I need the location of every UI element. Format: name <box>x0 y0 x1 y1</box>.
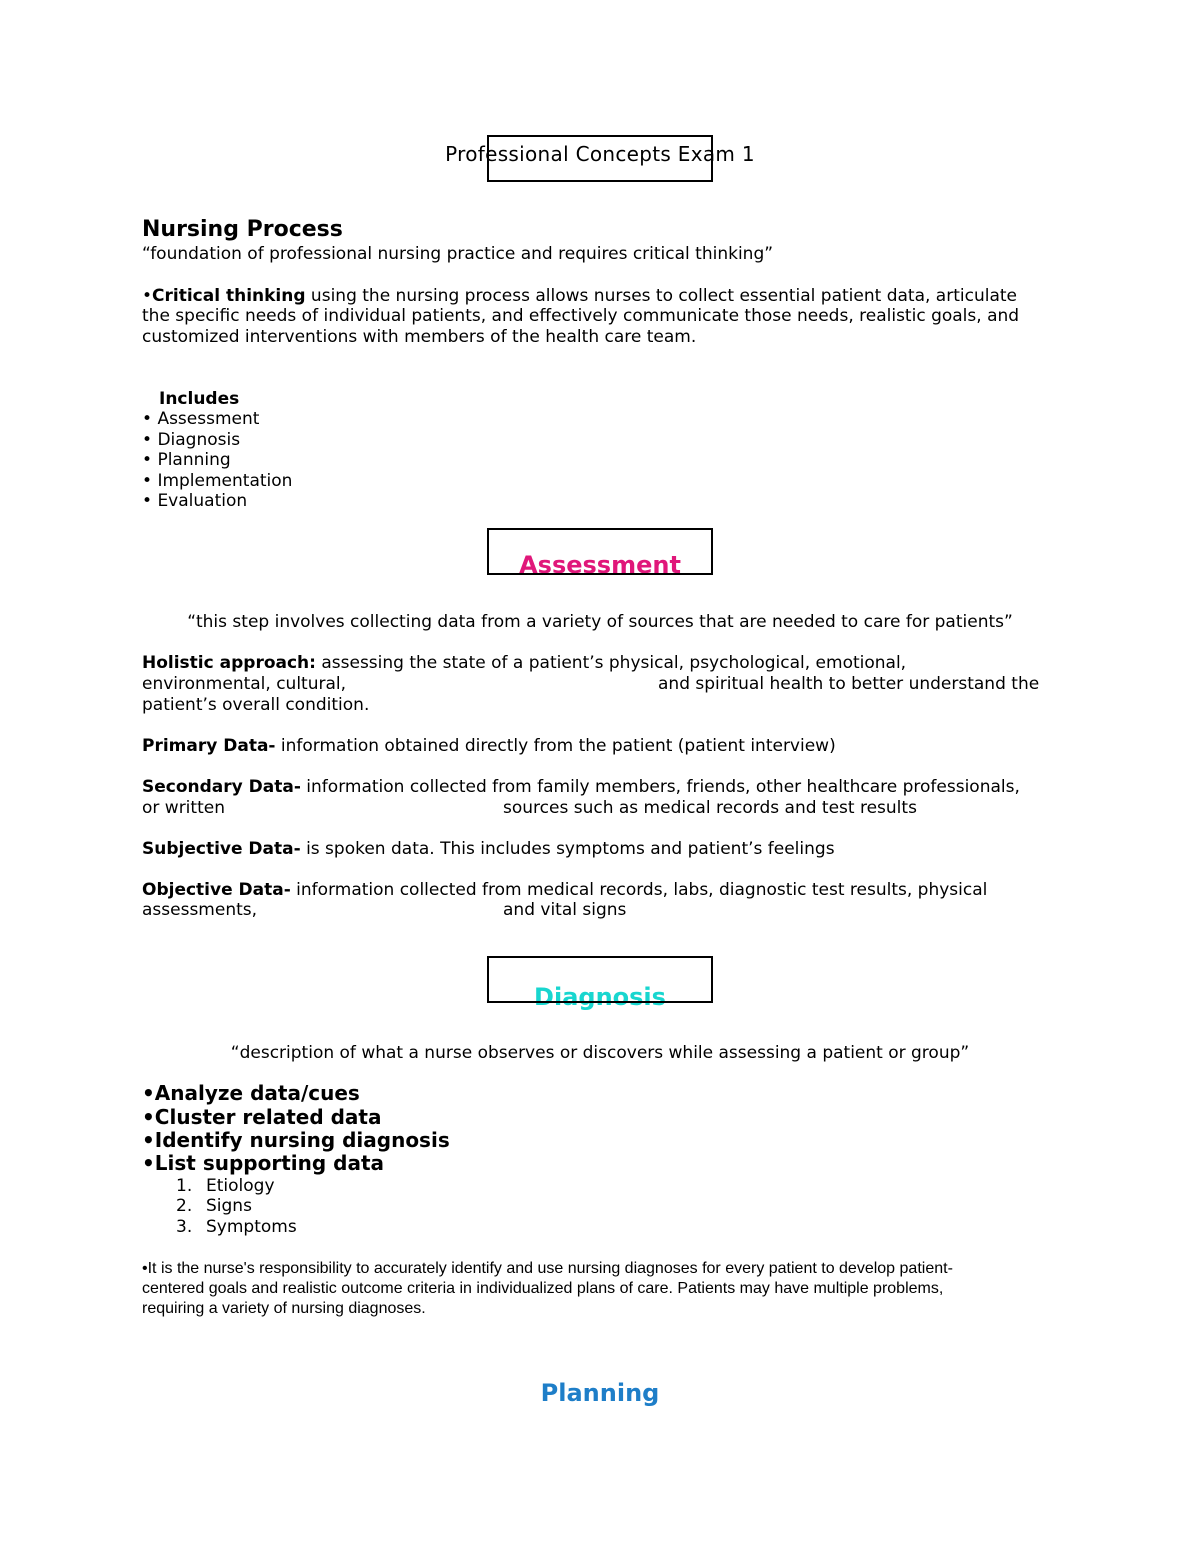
title-frame <box>487 135 713 182</box>
list-item: 2. Signs <box>176 1196 252 1216</box>
holistic-line1: Holistic approach: assessing the state of a patient’s physical, psychological, emotional, <box>142 653 907 673</box>
diagnosis-note-line3: requiring a variety of nursing diagnoses. <box>142 1300 426 1317</box>
diagnosis-frame <box>487 956 713 1003</box>
objective-data-line2b: and vital signs <box>503 900 627 920</box>
list-item: • Planning <box>142 450 231 470</box>
secondary-data-line1: Secondary Data- information collected from family members, friends, other healthcare professionals, <box>142 777 1020 797</box>
list-item: •Analyze data/cues <box>142 1081 360 1105</box>
holistic-line2a: environmental, cultural, <box>142 674 347 694</box>
list-item: •Identify nursing diagnosis <box>142 1128 450 1152</box>
subjective-data: Subjective Data- is spoken data. This includes symptoms and patient’s feelings <box>142 839 835 859</box>
nursing-process-quote: “foundation of professional nursing practice and requires critical thinking” <box>142 244 774 264</box>
holistic-line2b: and spiritual health to better understand the <box>658 674 1040 694</box>
primary-data-label: Primary Data- <box>142 736 276 756</box>
assessment-title: Assessment <box>519 551 681 579</box>
objective-data-line2a: assessments, <box>142 900 258 920</box>
planning-title: Planning <box>540 1379 660 1407</box>
document-title: Professional Concepts Exam 1 <box>445 142 755 166</box>
list-item: 1. Etiology <box>176 1176 275 1196</box>
list-item: • Assessment <box>142 409 260 429</box>
primary-data: Primary Data- information obtained directly from the patient (patient interview) <box>142 736 836 756</box>
list-item: •Cluster related data <box>142 1105 382 1129</box>
nursing-process-heading: Nursing Process <box>142 217 343 242</box>
critical-thinking-line3: customized interventions with members of the health care team. <box>142 327 697 347</box>
bullet: • <box>142 286 153 306</box>
objective-data-label: Objective Data- <box>142 880 291 900</box>
critical-thinking-label: Critical thinking <box>152 286 306 306</box>
objective-data-line1: Objective Data- information collected from medical records, labs, diagnostic test results, physical <box>142 880 988 900</box>
subjective-data-label: Subjective Data- <box>142 839 301 859</box>
diagnosis-quote: “description of what a nurse observes or discovers while assessing a patient or group” <box>230 1043 970 1063</box>
diagnosis-note-line2: centered goals and realistic outcome criteria in individualized plans of care. Patients may have multiple problems, <box>142 1280 944 1297</box>
assessment-quote: “this step involves collecting data from a variety of sources that are needed to care for patients” <box>187 612 1013 632</box>
diagnosis-note-line1: •It is the nurse's responsibility to accurately identify and use nursing diagnoses for every patient to develop patient- <box>142 1260 953 1277</box>
list-item: • Evaluation <box>142 491 248 511</box>
critical-thinking-text: using the nursing process allows nurses to collect essential patient data, articulate <box>305 286 1017 306</box>
critical-thinking-line1 <box>142 286 1017 307</box>
holistic-line3: patient’s overall condition. <box>142 695 370 715</box>
assessment-frame <box>487 528 713 575</box>
secondary-data-line2b: sources such as medical records and test results <box>503 798 917 818</box>
diagnosis-title: Diagnosis <box>534 983 666 1011</box>
includes-heading: Includes <box>159 389 240 409</box>
secondary-data-label: Secondary Data- <box>142 777 301 797</box>
secondary-data-line2a: or written <box>142 798 225 818</box>
list-item: • Implementation <box>142 471 293 491</box>
critical-thinking-line2: the specific needs of individual patients, and effectively communicate those needs, realistic goals, and <box>142 306 1020 326</box>
holistic-label: Holistic approach: <box>142 653 316 673</box>
list-item: • Diagnosis <box>142 430 241 450</box>
list-item: 3. Symptoms <box>176 1217 297 1237</box>
list-item: •List supporting data <box>142 1151 385 1175</box>
